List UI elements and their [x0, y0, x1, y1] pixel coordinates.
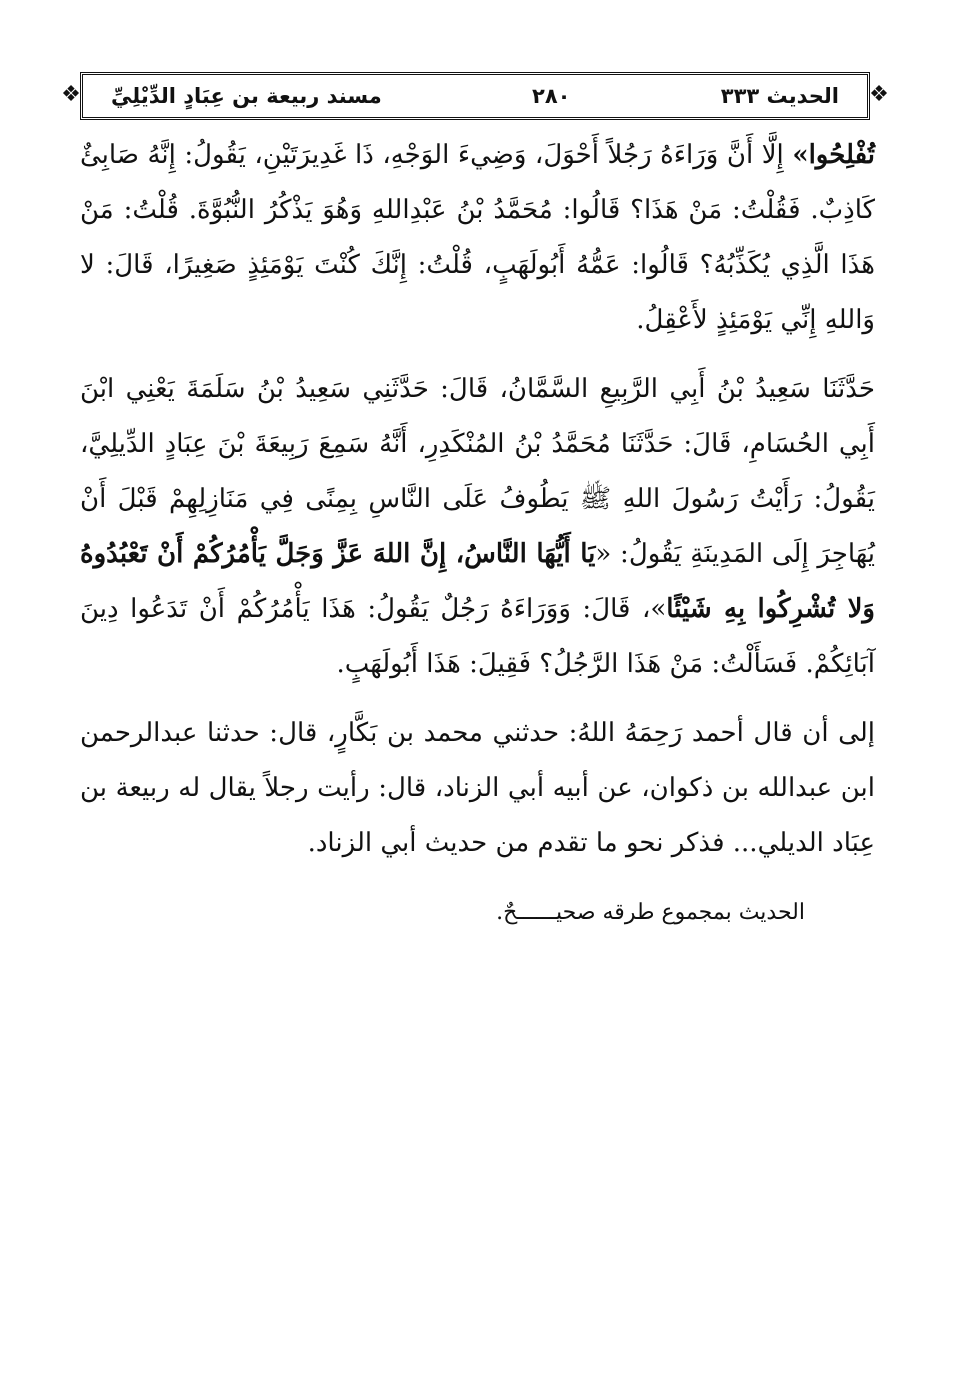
- narration-text: إِلَّا أَنَّ وَرَاءَهُ رَجُلاً أَحْوَلَ، وَضِيءَ الوَجْهِ، ذَا غَدِيرَتَيْنِ، يَقُولُ: إِنَّهُ صَابِئٌ كَاذِبٌ. فَقُلْتُ: مَنْ هَذَا؟ قَالُوا: مُحَمَّدُ بْنُ عَبْدِاللهِ وَهُوَ يَذْكُرُ النُّبُوَّةَ. قُلْتُ: مَنْ هَذَا الَّذِي يُكَذِّبُهُ؟ قَالُوا: عَمُّهُ أَبُولَهَبٍ، قُلْتُ: إِنَّكَ كُنْتَ يَوْمَئِذٍ صَغِيرًا، قَالَ: لا وَاللهِ إِنِّي يَوْمَئِذٍ لأَعْقِلُ.: [80, 140, 875, 335]
- paragraph-ahmad-chain: [80, 706, 875, 871]
- section-title: مسند ربيعة بن عِبَادٍ الدِّيْلِيِّ: [111, 84, 382, 108]
- prophetic-words: تُفْلِحُوا»: [792, 140, 875, 170]
- body-text: [80, 128, 875, 954]
- paragraph-isnad: [80, 362, 875, 692]
- prophetic-words: يَا أَيُّهَا النَّاسُ، إِنَّ اللهَ عَزَّ وَجَلَّ يَأْمُرُكُمْ أَنْ تَعْبُدُوهُ وَلا تُشْرِكُوا بِهِ شَيْئًا: [80, 539, 875, 624]
- ornament-right-icon: ❖: [869, 82, 889, 107]
- running-header: [58, 72, 892, 120]
- narration-text: »، قَالَ: وَوَرَاءَهُ رَجُلٌ يَقُولُ: هَذَا يَأْمُرُكُمْ أَنْ تَدَعُوا دِينَ آبَائِكُمْ. فَسَأَلْتُ: مَنْ هَذَا الرَّجُلُ؟ فَقِيلَ: هَذَا أَبُولَهَبٍ.: [80, 594, 875, 679]
- narration-text: حَدَّثَنَا سَعِيدُ بْنُ أَبِي الرَّبِيعِ السَّمَّانُ، قَالَ: حَدَّثَنِي سَعِيدُ بْنُ سَلَمَةَ يَعْنِي ابْنَ أَبِي الحُسَامِ، قَالَ: حَدَّثَنَا مُحَمَّدُ بْنُ المُنْكَدِرِ، أَنَّهُ سَمِعَ رَبِيعَةَ بْنَ عِبَادٍ الدِّيلِيَّ، يَقُولُ: رَأَيْتُ رَسُولَ اللهِ ﷺ يَطُوفُ عَلَى النَّاسِ بِمِنًى فِي مَنَازِلِهِمْ قَبْلَ أَنْ يُهَاجِرَ إِلَى المَدِينَةِ يَقُولُ: «: [80, 374, 875, 569]
- narration-text: إلى أن قال أحمد رَحِمَهُ اللهُ: حدثني محمد بن بَكَّارٍ، قال: حدثنا عبدالرحمن ابن عبدالله بن ذكوان، عن أبيه أبي الزناد، قال: رأيت رجلاً يقال له ربيعة بن عِبَاد الديلي... فذكر نحو ما تقدم من حديث أبي الزناد.: [80, 718, 875, 858]
- paragraph-hadith-continuation: [80, 128, 875, 348]
- page-number: ٢٨٠: [532, 84, 571, 108]
- grading-note: الحديث بمجموع طرقه صحيــــــحٌ.: [496, 900, 805, 925]
- header-frame: [80, 72, 870, 120]
- ornament-left-icon: ❖: [61, 82, 81, 107]
- hadith-reference: الحديث ٣٣٣: [720, 84, 839, 108]
